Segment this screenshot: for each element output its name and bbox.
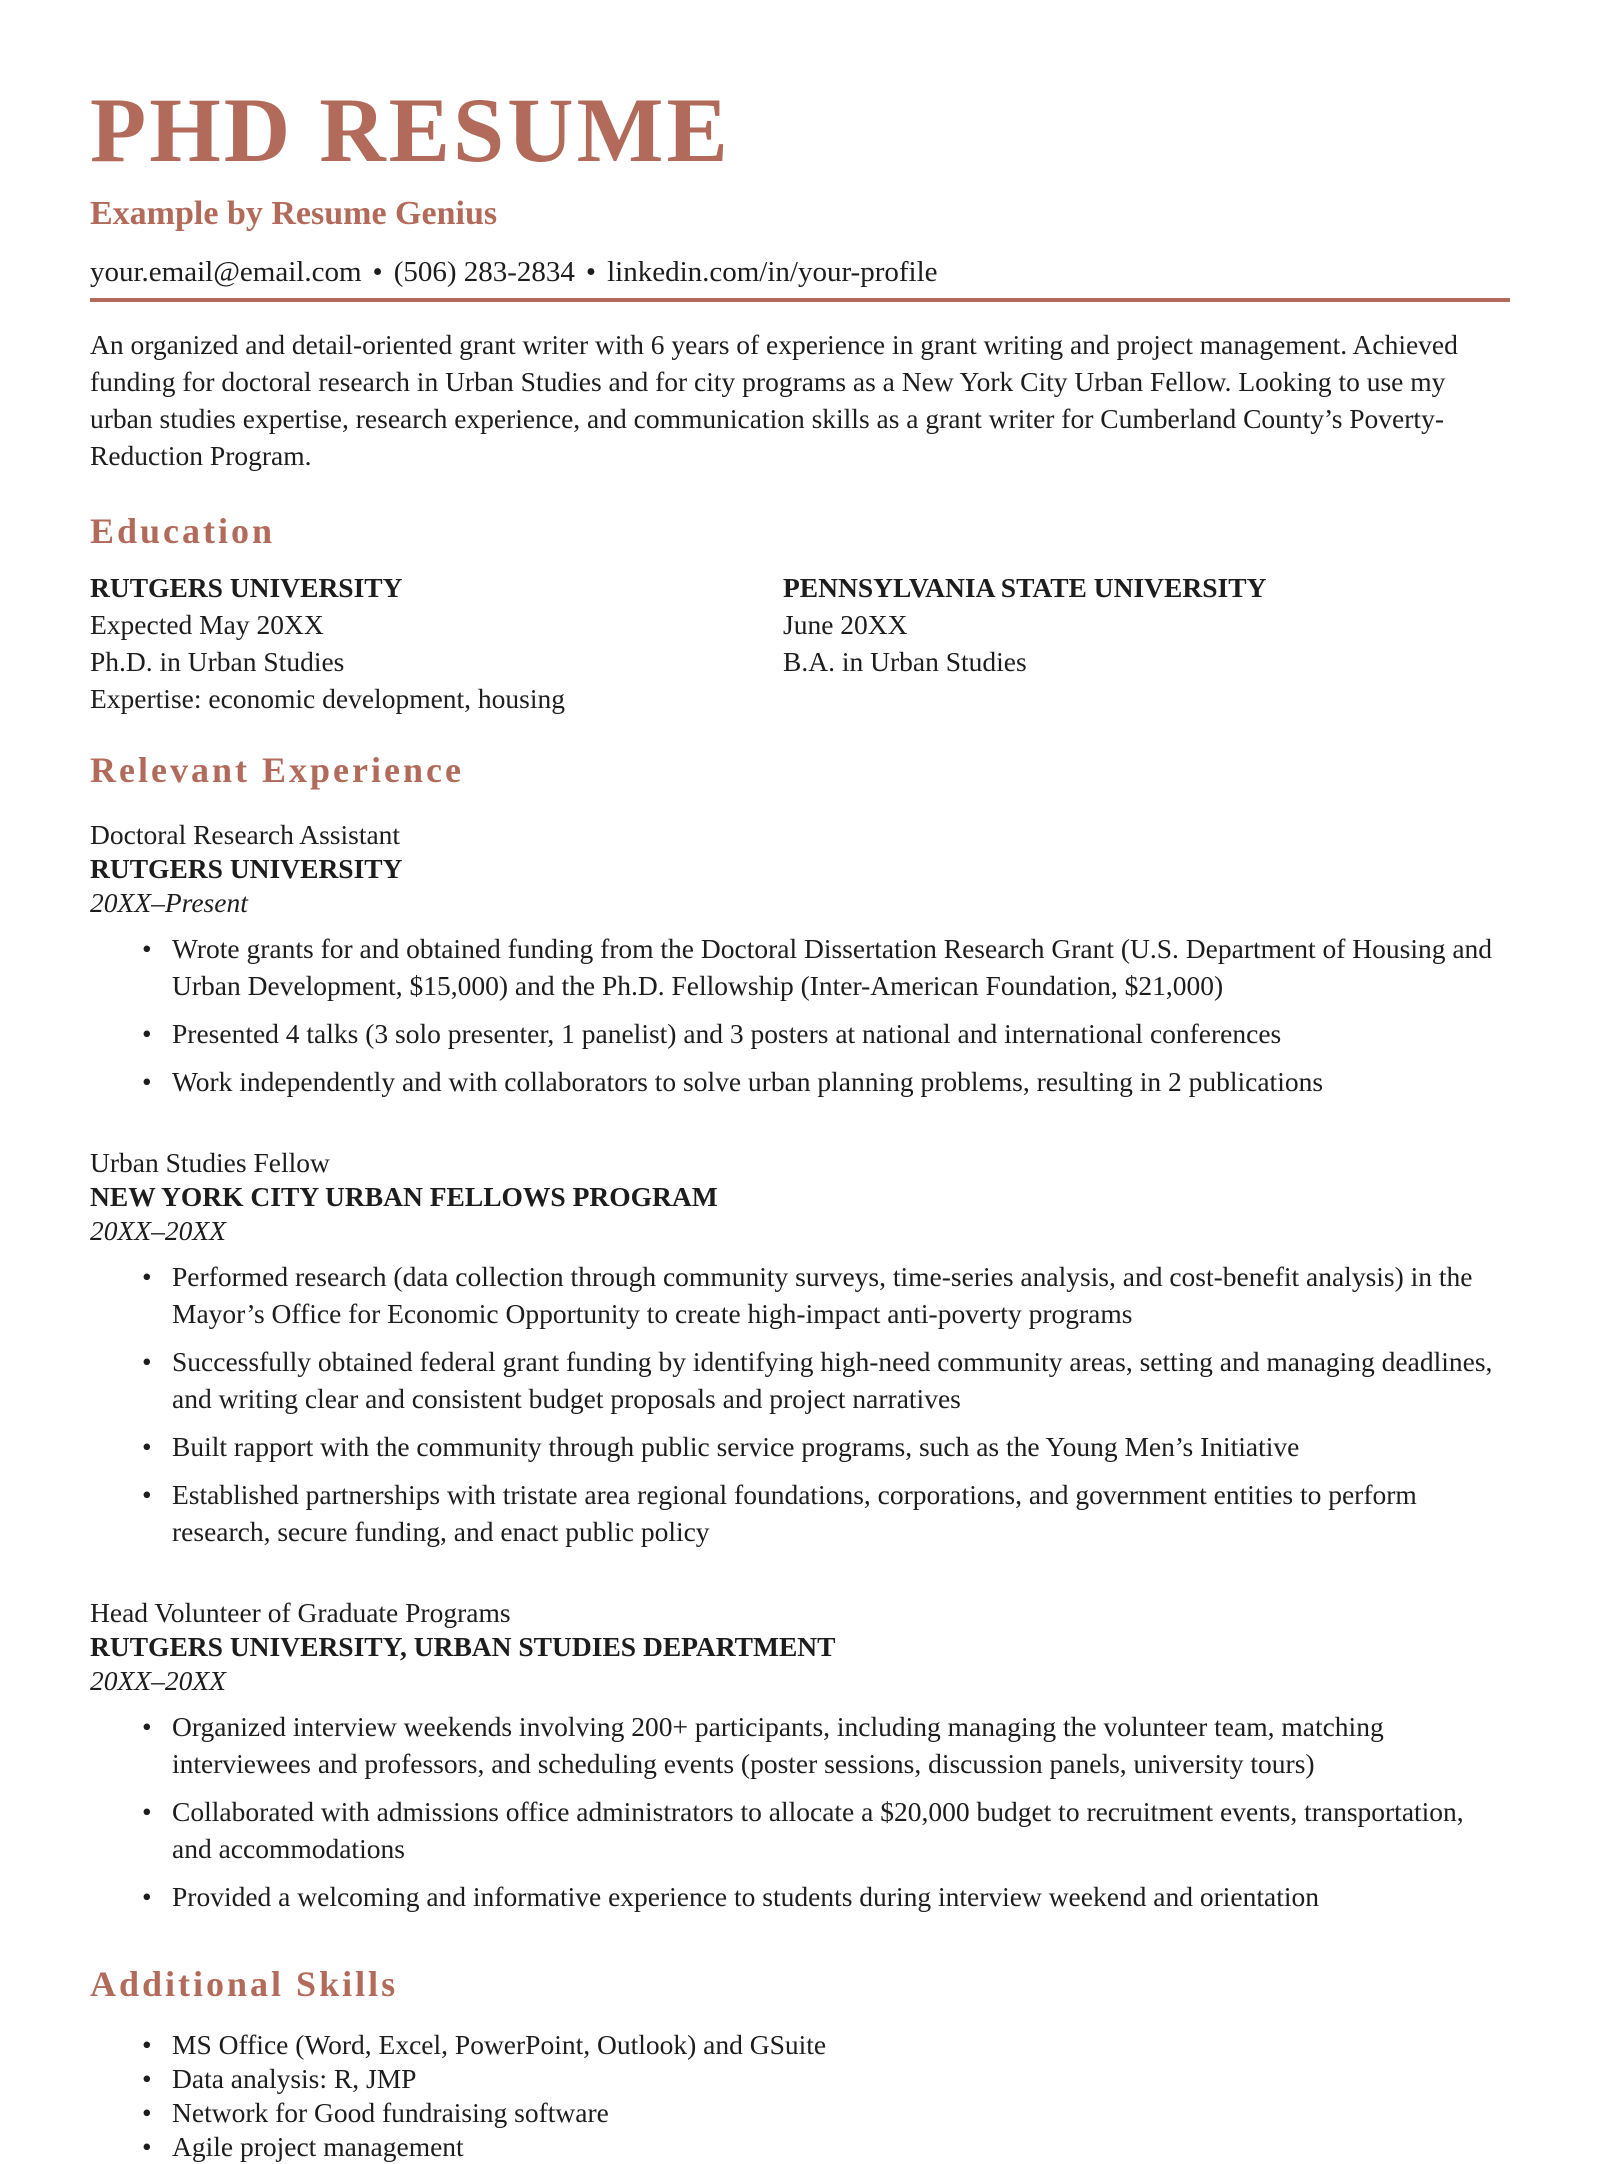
resume-title: PHD RESUME: [90, 79, 731, 181]
education-date: Expected May 20XX: [90, 608, 324, 640]
job-bullet: • Presented 4 talks (3 solo presenter, 1 panelist) and 3 posters at national and international conferences: [172, 1015, 1510, 1052]
section-heading-experience: Relevant Experience: [90, 749, 464, 790]
contact-phone: (506) 283-2834: [393, 255, 575, 288]
resume-subtitle: Example by Resume Genius: [90, 194, 498, 232]
job-dates: 20XX–Present: [90, 887, 248, 919]
education-entry: [783, 569, 1510, 717]
section-heading-skills: Additional Skills: [90, 1964, 399, 2005]
job-company: NEW YORK CITY URBAN FELLOWS PROGRAM: [90, 1181, 718, 1213]
job-bullet: • Provided a welcoming and informative experience to students during interview weekend and orientation: [172, 1878, 1510, 1915]
contact-linkedin: linkedin.com/in/your-profile: [607, 255, 938, 288]
resume-header: [90, 79, 1510, 302]
education-school-name: PENNSYLVANIA STATE UNIVERSITY: [783, 571, 1267, 603]
job-company: RUTGERS UNIVERSITY, URBAN STUDIES DEPARTMENT: [90, 1631, 836, 1663]
skill-item: • Agile project management: [172, 2130, 1510, 2164]
job-title: Doctoral Research Assistant: [90, 819, 401, 851]
job-bullet-list: [90, 1258, 1510, 1550]
job-entry: [90, 818, 1510, 1100]
education-degree: Ph.D. in Urban Studies: [90, 645, 345, 677]
job-bullet: • Performed research (data collection through community surveys, time-series analysis, and cost-benefit analysis) in the Mayor’s Office for Economic Opportunity to create high-impact anti-poverty programs: [172, 1258, 1510, 1332]
skill-item: • Network for Good fundraising software: [172, 2096, 1510, 2130]
job-dates: 20XX–20XX: [90, 1215, 226, 1247]
job-title: Urban Studies Fellow: [90, 1147, 330, 1179]
job-title: Head Volunteer of Graduate Programs: [90, 1597, 511, 1629]
education-entry: [90, 569, 783, 717]
job-bullet: • Work independently and with collaborators to solve urban planning problems, resulting in 2 publications: [172, 1063, 1510, 1100]
header-divider: [90, 298, 1510, 302]
job-bullet-list: [90, 1708, 1510, 1915]
education-school-name: RUTGERS UNIVERSITY: [90, 571, 403, 603]
contact-separator: •: [585, 255, 597, 288]
job-bullet: • Organized interview weekends involving 200+ participants, including managing the volunteer team, matching interviewees and professors, and scheduling events (poster sessions, discussion panels, university tours): [172, 1708, 1510, 1782]
section-heading-education: Education: [90, 510, 276, 551]
contact-separator: •: [372, 255, 383, 288]
job-bullet: • Wrote grants for and obtained funding from the Doctoral Dissertation Research Grant (U.S. Department of Housing and Urban Development, $15,000) and the Ph.D. Fellowship (Inter-American Foundation, $21,000): [172, 930, 1510, 1004]
summary-paragraph: An organized and detail-oriented grant writer with 6 years of experience in grant writing and project management. Achieved funding for doctoral research in Urban Studies and for city programs as a New York City Urban Fellow. Looking to use my urban studies expertise, research experience, and communication skills as a grant writer for Cumberland County’s Poverty-Reduction Program.: [90, 328, 1458, 471]
education-degree: B.A. in Urban Studies: [783, 645, 1027, 677]
job-bullet: • Successfully obtained federal grant funding by identifying high-need community areas, setting and managing deadlines, and writing clear and consistent budget proposals and project narratives: [172, 1343, 1510, 1417]
skill-item: • Data analysis: R, JMP: [172, 2062, 1510, 2096]
job-entry: [90, 1146, 1510, 1550]
job-company: RUTGERS UNIVERSITY: [90, 853, 403, 885]
job-bullet: • Collaborated with admissions office administrators to allocate a $20,000 budget to recruitment events, transportation, and accommodations: [172, 1793, 1510, 1867]
education-date: June 20XX: [783, 608, 908, 640]
job-bullet: • Established partnerships with tristate area regional foundations, corporations, and government entities to perform research, secure funding, and enact public policy: [172, 1476, 1510, 1550]
job-entry: [90, 1596, 1510, 1915]
contact-line: [90, 255, 1510, 290]
education-section: [90, 569, 1510, 717]
skill-item: • MS Office (Word, Excel, PowerPoint, Outlook) and GSuite: [172, 2028, 1510, 2062]
education-expertise: Expertise: economic development, housing: [90, 682, 566, 714]
job-bullet: • Built rapport with the community through public service programs, such as the Young Men’s Initiative: [172, 1428, 1510, 1465]
contact-email: your.email@email.com: [90, 255, 362, 288]
job-dates: 20XX–20XX: [90, 1665, 226, 1697]
skills-list: [90, 2028, 1510, 2164]
job-bullet-list: [90, 930, 1510, 1100]
